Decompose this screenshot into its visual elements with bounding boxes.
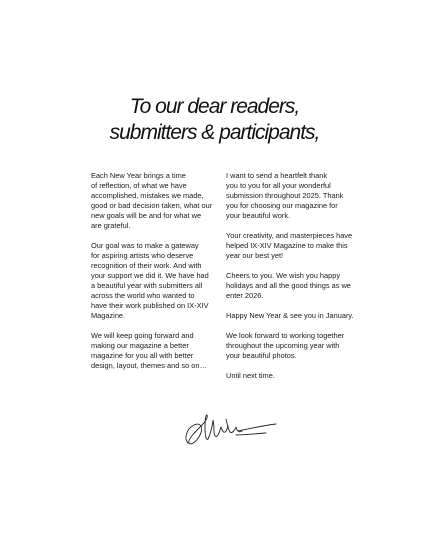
text-line: magazine for you all with better: [91, 351, 194, 360]
text-line: Happy New Year & see you in January.: [226, 311, 354, 320]
letter-title-line-2: submitters & participants,: [109, 121, 320, 144]
text-line: new goals will be and for what we: [91, 211, 202, 220]
text-line: We look forward to working together: [226, 331, 345, 340]
letter-title-line-1: To our dear readers,: [129, 95, 300, 118]
paragraph: [226, 171, 386, 221]
text-line: accomplished, mistakes we made,: [91, 191, 204, 200]
text-line: submission throughout 2025. Thank: [226, 191, 344, 200]
text-line: you to you for all your wonderful: [226, 181, 331, 190]
text-line: your beautiful photos.: [226, 351, 297, 360]
text-line: holidays and all the good things as we: [226, 281, 351, 290]
text-line: year our best yet!: [226, 251, 284, 260]
paragraph: [226, 231, 386, 261]
text-line: helped IX-XIV Magazine to make this: [226, 241, 348, 250]
text-line: design, layout, themes and so on…: [91, 361, 207, 370]
text-line: throughout the upcoming year with: [226, 341, 340, 350]
paragraph: [226, 311, 386, 321]
text-line: Until next time.: [226, 371, 275, 380]
text-line: your beautiful work.: [226, 211, 291, 220]
paragraph: [226, 271, 386, 301]
text-line: a beautiful year with submitters all: [91, 281, 203, 290]
text-line: Our goal was to make a gateway: [91, 241, 199, 250]
text-line: across the world who wanted to: [91, 291, 195, 300]
text-line: recognition of their work. And with: [91, 261, 202, 270]
paragraph: [226, 331, 386, 361]
text-line: Each New Year brings a time: [91, 171, 186, 180]
text-line: have their work published on IX-XIV: [91, 301, 209, 310]
text-line: Magazine.: [91, 311, 126, 320]
text-line: for aspiring artists who deserve: [91, 251, 194, 260]
text-line: We will keep going forward and: [91, 331, 194, 340]
text-line: enter 2026.: [226, 291, 264, 300]
right-text-column: [226, 171, 386, 391]
text-line: Cheers to you. We wish you happy: [226, 271, 341, 280]
text-line: good or bad decision taken, what our: [91, 201, 213, 210]
text-line: Your creativity, and masterpieces have: [226, 231, 353, 240]
text-line: making our magazine a better: [91, 341, 189, 350]
text-line: of reflection, of what we have: [91, 181, 187, 190]
text-line: your support we did it. We have had: [91, 271, 209, 280]
handwritten-signature: [180, 405, 280, 450]
text-line: I want to send a heartfelt thank: [226, 171, 328, 180]
text-line: are grateful.: [91, 221, 131, 230]
paragraph: [226, 371, 386, 381]
text-line: you for choosing our magazine for: [226, 201, 338, 210]
